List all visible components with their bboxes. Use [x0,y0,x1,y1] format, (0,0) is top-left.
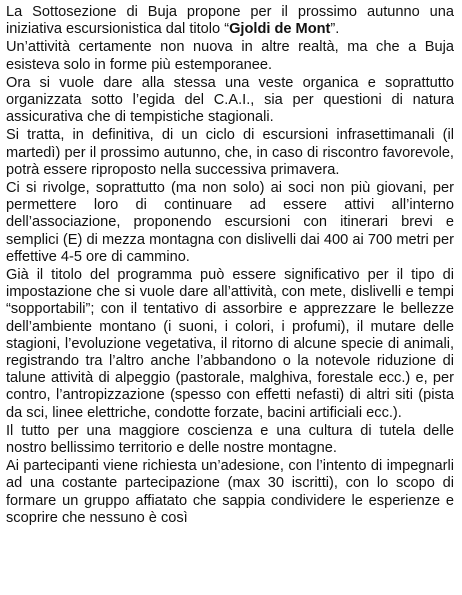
intro-text-end: ”. [330,21,340,38]
paragraph-2: Un’attività certamente non nuova in altre realtà, ma che a Buja esisteva solo in forme più estemporanee. [6,39,454,73]
paragraph-3: Ora si vuole dare alla stessa una veste organica e soprattutto organizzata sotto l’egida del C.A.I., sia per questioni di natura assicurativa che di tempistiche stagionali. [6,74,454,126]
paragraph-4: Si tratta, in definitiva, di un ciclo di escursioni infrasettimanali (il martedì) per il prossimo autunno, che, in caso di riscontro favorevole, potrà essere riproposto nella successiva primavera. [6,127,454,178]
paragraph-5: Ci si rivolge, soprattutto (ma non solo) ai soci non più giovani, per permettere loro di continuare ad essere attivi all’interno dell’associazione, proponendo escursioni con itinerari brevi e semplici (E) di mezza montagna con dislivelli dai 400 ai 700 metri per effettive 4-5 ore di cammino. [6,180,454,265]
paragraph-7: Il tutto per una maggiore coscienza e una cultura di tutela delle nostro bellissimo territorio e delle nostre montagne. [6,422,454,457]
paragraph-intro [6,4,454,38]
intro-text: La Sottosezione di Buja propone per il prossimo autunno una iniziativa escursionistica dal titolo “ [6,4,454,38]
article-body [6,4,454,528]
paragraph-6: Già il titolo del programma può essere significativo per il tipo di impostazione che si vuole dare all’attività, con mete, dislivelli e tempi “sopportabili”; con il tentativo di assorbire e apprezzare le bellezze dell’ambiente montano (i suoni, i colori, i profumi), il mutare delle stagioni, l’evoluzione vegetativa, il ritorno di alcune specie di animali, registrando tra l’altro anche l’abbandono o la notevole riduzione di talune attività di alpeggio (pastorale, malghiva, forestale ecc.) e, per contro, l’antropizzazione (spesso con effetti nefasti) di altri siti (pista da sci, linee elettriche, condotte forzate, bacini artificiali ecc.). [6,267,454,421]
paragraph-8: Ai partecipanti viene richiesta un’adesione, con l’intento di impegnarli ad una costante partecipazione (max 30 iscritti), con lo scopo di formare un gruppo affiatato che sappia condividere le esperienze e scoprire che nessuno è così [6,458,454,526]
program-title: Gjoldi de Mont [229,21,331,38]
